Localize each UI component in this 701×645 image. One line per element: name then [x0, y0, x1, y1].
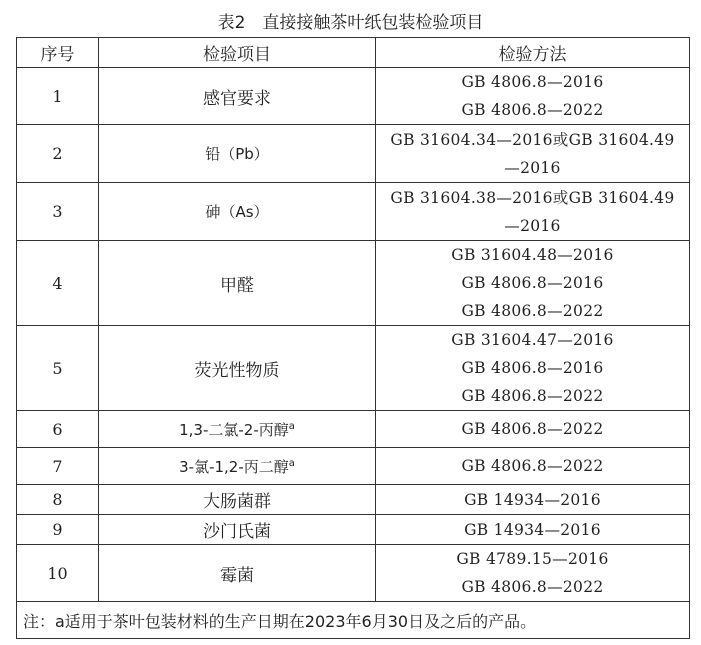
- method-line: GB 4806.8—2016: [461, 274, 604, 292]
- row-item: 感官要求: [99, 68, 376, 125]
- method-line: GB 31604.38—2016或GB 31604.49: [390, 188, 675, 207]
- inspection-table: [16, 37, 690, 639]
- header-no: 序号: [17, 38, 99, 68]
- item-label: 3-氯-1,2-丙二醇: [179, 457, 289, 476]
- row-item: 砷（As）: [99, 183, 376, 241]
- table-body: [17, 68, 690, 639]
- row-number: 10: [17, 545, 99, 602]
- method-line: GB 4806.8—2022: [461, 420, 604, 438]
- row-number: 2: [17, 125, 99, 183]
- row-number: 4: [17, 241, 99, 326]
- header-row: [17, 38, 690, 68]
- method-line: GB 4789.15—2016: [456, 550, 609, 568]
- method-line: GB 4806.8—2022: [461, 387, 604, 405]
- method-line: GB 31604.47—2016: [451, 331, 614, 349]
- row-method: [376, 411, 690, 448]
- row-number: 1: [17, 68, 99, 125]
- table-row: [17, 183, 690, 241]
- table-note: 注：a适用于茶叶包装材料的生产日期在2023年6月30日及之后的产品。: [17, 602, 690, 639]
- row-method: [376, 68, 690, 125]
- method-line: GB 31604.34—2016或GB 31604.49: [390, 130, 675, 149]
- table-row: [17, 411, 690, 448]
- method-line: GB 4806.8—2016: [461, 73, 604, 91]
- row-number: 7: [17, 448, 99, 485]
- method-line: GB 14934—2016: [464, 490, 601, 509]
- row-item: 甲醛: [99, 241, 376, 326]
- row-number: 6: [17, 411, 99, 448]
- row-method: [376, 183, 690, 241]
- note-row: [17, 602, 690, 639]
- row-number: 8: [17, 485, 99, 515]
- table-row: [17, 241, 690, 326]
- table-row: [17, 125, 690, 183]
- table-row: [17, 545, 690, 602]
- row-item: 铅（Pb）: [99, 125, 376, 183]
- method-line: GB 4806.8—2022: [461, 101, 604, 119]
- row-item: 霉菌: [99, 545, 376, 602]
- row-method: [376, 326, 690, 411]
- row-item: [99, 448, 376, 485]
- row-item: 沙门氏菌: [99, 515, 376, 545]
- method-line: GB 4806.8—2022: [461, 457, 604, 475]
- item-label: 1,3-二氯-2-丙醇: [179, 420, 289, 439]
- method-line: GB 4806.8—2022: [461, 578, 604, 596]
- table-row: [17, 485, 690, 515]
- header-method: 检验方法: [376, 38, 690, 68]
- row-method: [376, 125, 690, 183]
- row-method: [376, 241, 690, 326]
- table-row: [17, 68, 690, 125]
- row-method: [376, 515, 690, 545]
- method-line: GB 4806.8—2016: [461, 359, 604, 377]
- row-method: [376, 448, 690, 485]
- row-method: [376, 545, 690, 602]
- header-item: 检验项目: [99, 38, 376, 68]
- row-number: 5: [17, 326, 99, 411]
- row-method: [376, 485, 690, 515]
- method-line: —2016: [504, 216, 561, 235]
- method-line: GB 31604.48—2016: [451, 246, 614, 264]
- table-row: [17, 448, 690, 485]
- row-item: 荧光性物质: [99, 326, 376, 411]
- row-item: [99, 411, 376, 448]
- table-caption: 表2 直接接触茶叶纸包装检验项目: [217, 13, 484, 33]
- table-row: [17, 326, 690, 411]
- row-number: 3: [17, 183, 99, 241]
- footnote-marker: a: [288, 457, 295, 469]
- method-line: GB 14934—2016: [464, 520, 601, 539]
- row-item: 大肠菌群: [99, 485, 376, 515]
- method-line: GB 4806.8—2022: [461, 302, 604, 320]
- method-line: —2016: [504, 158, 561, 177]
- row-number: 9: [17, 515, 99, 545]
- footnote-marker: a: [288, 420, 295, 432]
- table-row: [17, 515, 690, 545]
